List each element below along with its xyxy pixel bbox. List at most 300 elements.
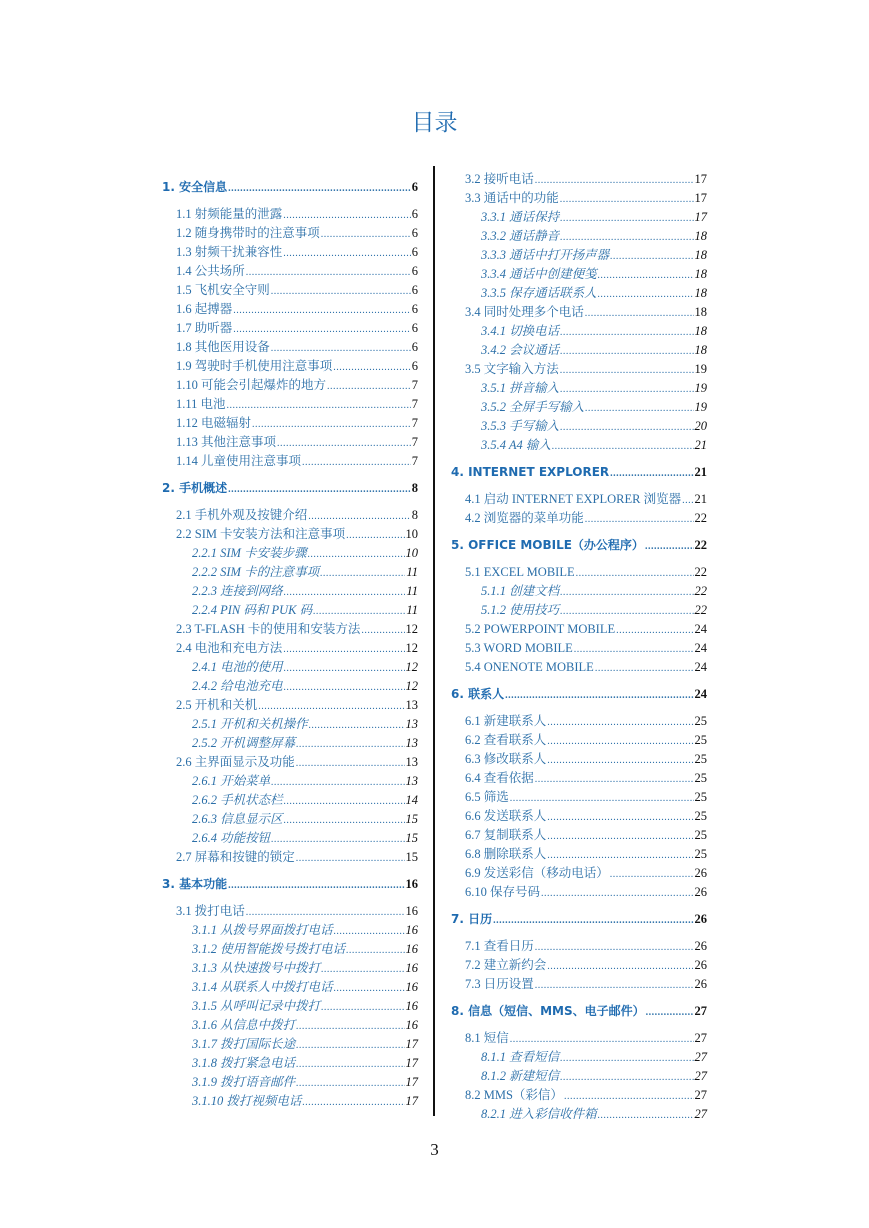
toc-entry-page: 24 [694, 687, 707, 701]
toc-entry[interactable] [192, 772, 418, 790]
toc-entry[interactable] [176, 414, 418, 432]
toc-leader-dots [610, 465, 693, 483]
toc-leader-dots [560, 191, 694, 209]
toc-entry-label: 2.7 屏幕和按键的锁定 [176, 850, 295, 864]
toc-entry[interactable] [176, 300, 418, 318]
toc-entry-page: 11 [406, 603, 418, 617]
toc-entry-page: 26 [694, 977, 707, 991]
toc-entry-label: 1.4 公共场所 [176, 264, 245, 278]
toc-entry[interactable] [192, 1073, 418, 1091]
toc-entry-label: 6.4 查看依据 [465, 771, 534, 785]
toc-entry-page: 27 [694, 1050, 707, 1064]
toc-entry-label: 8.1 短信 [465, 1031, 509, 1045]
toc-entry-label: 6.6 发送联系人 [465, 809, 547, 823]
toc-entry-page: 25 [694, 790, 707, 804]
toc-entry-label: 2.4.2 给电池充电 [192, 679, 283, 693]
toc-leader-dots [547, 958, 693, 976]
toc-entry-label: 1.8 其他医用设备 [176, 340, 270, 354]
toc-entry[interactable] [162, 875, 418, 893]
toc-entry[interactable] [176, 902, 418, 920]
toc-entry-page: 17 [694, 210, 707, 224]
toc-entry[interactable] [192, 921, 418, 939]
toc-entry[interactable] [192, 1016, 418, 1034]
toc-entry[interactable] [481, 208, 707, 226]
toc-entry[interactable] [481, 1067, 707, 1085]
toc-entry[interactable] [176, 753, 418, 771]
toc-entry-label: 1.1 射频能量的泄露 [176, 207, 283, 221]
toc-entry-label: 3.1.5 从呼叫记录中拨打 [192, 999, 321, 1013]
toc-entry-label: 2.2.3 连接到网络 [192, 584, 283, 598]
toc-leader-dots [284, 660, 405, 678]
toc-entry-page: 21 [694, 465, 707, 479]
toc-leader-dots [560, 584, 693, 602]
toc-entry[interactable] [481, 582, 707, 600]
toc-entry[interactable] [465, 658, 707, 676]
toc-entry-label: 2.6.3 信息显示区 [192, 812, 283, 826]
toc-entry-label: 8.2.1 进入彩信收件箱 [481, 1107, 597, 1121]
toc-entry[interactable] [465, 360, 707, 378]
toc-entry-label: 2.6.1 开始菜单 [192, 774, 271, 788]
toc-entry-label: 8.1.1 查看短信 [481, 1050, 560, 1064]
toc-entry[interactable] [192, 734, 418, 752]
toc-entry-label: 1.6 起搏器 [176, 302, 233, 316]
toc-entry-label: 2.6.4 功能按钮 [192, 831, 271, 845]
toc-leader-dots [284, 679, 405, 697]
toc-entry[interactable] [481, 417, 707, 435]
toc-entry[interactable] [465, 563, 707, 581]
toc-entry[interactable] [481, 1048, 707, 1066]
toc-entry-label: 2.2 SIM 卡安装方法和注意事项 [176, 527, 346, 541]
toc-leader-dots [547, 714, 693, 732]
toc-leader-dots [228, 877, 404, 895]
toc-leader-dots [576, 565, 694, 583]
toc-entry-label: 8. 信息（短信、MMS、电子邮件） [451, 1004, 645, 1018]
toc-entry[interactable] [481, 341, 707, 359]
toc-entry-page: 22 [694, 584, 707, 598]
toc-entry[interactable] [481, 227, 707, 245]
toc-entry[interactable] [451, 685, 707, 703]
toc-entry[interactable] [176, 357, 418, 375]
toc-entry[interactable] [176, 319, 418, 337]
toc-entry[interactable] [176, 376, 418, 394]
toc-entry-label: 1.10 可能会引起爆炸的地方 [176, 378, 327, 392]
toc-entry[interactable] [192, 940, 418, 958]
toc-entry-label: 7.1 查看日历 [465, 939, 534, 953]
toc-leader-dots [283, 641, 404, 659]
toc-entry[interactable] [176, 525, 418, 543]
toc-entry-page: 6 [411, 226, 418, 240]
toc-entry-page: 22 [694, 538, 707, 552]
toc-entry-label: 8.1.2 新建短信 [481, 1069, 560, 1083]
toc-entry[interactable] [481, 284, 707, 302]
toc-entry-label: 2.4 电池和充电方法 [176, 641, 283, 655]
toc-entry[interactable] [465, 1086, 707, 1104]
toc-leader-dots [560, 343, 693, 361]
toc-leader-dots [541, 885, 693, 903]
toc-leader-dots [535, 977, 694, 995]
toc-entry-label: 3.1.2 使用智能拨号拨打电话 [192, 942, 346, 956]
toc-entry-page: 19 [694, 400, 707, 414]
toc-entry-label: 5.4 ONENOTE MOBILE [465, 660, 594, 674]
toc-entry-page: 13 [405, 717, 418, 731]
toc-entry-label: 1.7 助听器 [176, 321, 233, 335]
toc-entry-label: 7.2 建立新约会 [465, 958, 547, 972]
toc-entry[interactable] [192, 658, 418, 676]
toc-entry-label: 2.5.2 开机调整屏幕 [192, 736, 296, 750]
toc-entry-page: 12 [405, 679, 418, 693]
toc-leader-dots [334, 980, 405, 998]
toc-entry[interactable] [176, 262, 418, 280]
toc-entry[interactable] [192, 715, 418, 733]
toc-leader-dots [309, 717, 405, 735]
toc-leader-dots [574, 641, 694, 659]
toc-leader-dots [321, 961, 404, 979]
toc-entry-page: 8 [411, 481, 418, 495]
toc-entry[interactable] [192, 563, 418, 581]
toc-leader-dots [598, 286, 694, 304]
toc-entry[interactable] [162, 178, 418, 196]
toc-entry[interactable] [465, 845, 707, 863]
toc-entry[interactable] [192, 791, 418, 809]
toc-entry[interactable] [465, 864, 707, 882]
toc-leader-dots [547, 847, 693, 865]
toc-entry[interactable] [465, 883, 707, 901]
toc-entry-label: 3.1.8 拨打紧急电话 [192, 1056, 296, 1070]
toc-leader-dots [283, 207, 410, 225]
toc-entry-label: 2.2.2 SIM 卡的注意事项 [192, 565, 320, 579]
toc-entry-label: 3.3.4 通话中创建便笺 [481, 267, 597, 281]
toc-entry-page: 27 [694, 1004, 707, 1018]
toc-entry-label: 3.1.1 从拨号界面拨打电话 [192, 923, 333, 937]
toc-entry-page: 11 [406, 565, 418, 579]
toc-entry-label: 5.1 EXCEL MOBILE [465, 565, 575, 579]
toc-entry-page: 13 [405, 736, 418, 750]
toc-leader-dots [333, 359, 410, 377]
toc-entry[interactable] [481, 322, 707, 340]
toc-entry-page: 26 [694, 939, 707, 953]
toc-entry-page: 25 [694, 752, 707, 766]
toc-entry[interactable] [176, 433, 418, 451]
toc-leader-dots [233, 321, 410, 339]
toc-entry-page: 6 [411, 245, 418, 259]
toc-entry-page: 26 [694, 866, 707, 880]
toc-entry-page: 17 [405, 1037, 418, 1051]
toc-entry[interactable] [176, 848, 418, 866]
toc-leader-dots [284, 812, 405, 830]
toc-entry[interactable] [465, 826, 707, 844]
page-title: 目录 [411, 110, 458, 136]
toc-entry[interactable] [465, 1029, 707, 1047]
toc-leader-dots [535, 771, 694, 789]
toc-leader-dots [535, 939, 694, 957]
toc-entry-label: 3.5.3 手写输入 [481, 419, 560, 433]
toc-entry[interactable] [176, 205, 418, 223]
toc-leader-dots [346, 942, 404, 960]
toc-leader-dots [547, 752, 693, 770]
toc-leader-dots [296, 1018, 404, 1036]
toc-leader-dots [361, 622, 404, 640]
toc-leader-dots [296, 850, 405, 868]
toc-entry-page: 7 [411, 378, 418, 392]
toc-entry-page: 7 [411, 416, 418, 430]
toc-entry[interactable] [481, 379, 707, 397]
toc-entry[interactable] [465, 620, 707, 638]
toc-entry[interactable] [481, 265, 707, 283]
toc-entry-label: 5. OFFICE MOBILE（办公程序） [451, 538, 644, 552]
toc-entry[interactable] [176, 395, 418, 413]
toc-entry[interactable] [176, 338, 418, 356]
toc-entry[interactable] [451, 463, 707, 481]
toc-entry[interactable] [192, 1054, 418, 1072]
toc-entry-label: 2.2.4 PIN 码和 PUK 码 [192, 603, 313, 617]
toc-entry-page: 8 [411, 508, 418, 522]
toc-entry-page: 25 [694, 847, 707, 861]
toc-entry-page: 17 [694, 172, 707, 186]
toc-entry[interactable] [481, 246, 707, 264]
toc-entry-page: 7 [411, 397, 418, 411]
toc-entry[interactable] [465, 490, 707, 508]
toc-leader-dots [246, 264, 411, 282]
toc-entry-page: 6 [411, 180, 418, 194]
toc-entry-page: 26 [694, 885, 707, 899]
toc-leader-dots [585, 400, 693, 418]
toc-entry-label: 3.4.2 会议通话 [481, 343, 560, 357]
toc-entry-page: 7 [411, 435, 418, 449]
toc-entry-page: 15 [405, 812, 418, 826]
toc-entry[interactable] [465, 712, 707, 730]
toc-entry[interactable] [465, 509, 707, 527]
toc-entry[interactable] [192, 1092, 418, 1110]
toc-entry-page: 6 [411, 321, 418, 335]
toc-entry[interactable] [176, 224, 418, 242]
toc-entry[interactable] [176, 506, 418, 524]
toc-entry-page: 24 [694, 641, 707, 655]
toc-entry-label: 6.10 保存号码 [465, 885, 541, 899]
column-divider [433, 166, 435, 1116]
toc-entry-label: 3. 基本功能 [162, 877, 228, 891]
toc-entry-label: 3.1.4 从联系人中拨打电话 [192, 980, 333, 994]
toc-entry-label: 3.1.9 拨打语音邮件 [192, 1075, 296, 1089]
toc-entry[interactable] [192, 959, 418, 977]
toc-entry[interactable] [465, 750, 707, 768]
toc-entry-label: 3.3.3 通话中打开扬声器 [481, 248, 610, 262]
toc-entry-page: 16 [405, 923, 418, 937]
toc-entry-label: 3.2 接听电话 [465, 172, 534, 186]
toc-entry[interactable] [192, 601, 418, 619]
toc-entry-page: 17 [405, 1094, 418, 1108]
toc-entry[interactable] [176, 696, 418, 714]
toc-entry-label: 3.1 拨打电话 [176, 904, 245, 918]
toc-entry[interactable] [465, 769, 707, 787]
toc-leader-dots [246, 904, 405, 922]
toc-entry-label: 4.2 浏览器的菜单功能 [465, 511, 584, 525]
toc-entry-label: 3.3 通话中的功能 [465, 191, 559, 205]
toc-entry-label: 3.5 文字输入方法 [465, 362, 559, 376]
toc-entry[interactable] [192, 582, 418, 600]
toc-entry-page: 16 [405, 999, 418, 1013]
toc-leader-dots [321, 999, 404, 1017]
toc-leader-dots [510, 1031, 694, 1049]
toc-entry-label: 2.6.2 手机状态栏 [192, 793, 283, 807]
toc-entry[interactable] [465, 170, 707, 188]
toc-entry[interactable] [465, 937, 707, 955]
toc-entry[interactable] [176, 243, 418, 261]
toc-entry-label: 5.1.2 使用技巧 [481, 603, 560, 617]
toc-entry-label: 2. 手机概述 [162, 481, 228, 495]
toc-entry-page: 19 [694, 362, 707, 376]
toc-entry[interactable] [176, 639, 418, 657]
toc-entry-label: 6. 联系人 [451, 687, 505, 701]
toc-entry-label: 5.3 WORD MOBILE [465, 641, 573, 655]
toc-entry-page: 6 [411, 302, 418, 316]
toc-entry[interactable] [192, 544, 418, 562]
toc-entry-label: 5.1.1 创建文档 [481, 584, 560, 598]
toc-leader-dots [302, 454, 411, 472]
toc-entry[interactable] [465, 975, 707, 993]
toc-entry-label: 7. 日历 [451, 912, 493, 926]
toc-entry-page: 25 [694, 809, 707, 823]
toc-leader-dots [308, 546, 405, 564]
toc-entry-page: 13 [405, 698, 418, 712]
toc-leader-dots [598, 1107, 694, 1125]
toc-leader-dots [271, 831, 404, 849]
page-number: 3 [430, 1140, 439, 1159]
toc-entry[interactable] [465, 956, 707, 974]
toc-leader-dots [560, 362, 694, 380]
toc-leader-dots [595, 660, 694, 678]
toc-entry-page: 6 [411, 283, 418, 297]
toc-leader-dots [296, 1037, 404, 1055]
toc-entry-page: 20 [694, 419, 707, 433]
toc-leader-dots [334, 923, 405, 941]
toc-entry-page: 16 [405, 1018, 418, 1032]
toc-entry-page: 10 [405, 546, 418, 560]
toc-leader-dots [296, 1075, 404, 1093]
toc-entry[interactable] [481, 1105, 707, 1123]
toc-leader-dots [564, 1088, 694, 1106]
toc-entry-page: 6 [411, 359, 418, 373]
toc-leader-dots [547, 733, 693, 751]
toc-entry[interactable] [451, 910, 707, 928]
toc-entry-label: 3.5.2 全屏手写输入 [481, 400, 585, 414]
toc-entry-page: 16 [405, 980, 418, 994]
toc-entry-page: 18 [694, 267, 707, 281]
toc-leader-dots [552, 438, 694, 456]
toc-leader-dots [646, 1004, 694, 1022]
toc-entry[interactable] [192, 1035, 418, 1053]
toc-entry-page: 16 [405, 904, 418, 918]
toc-entry[interactable] [192, 997, 418, 1015]
toc-entry-page: 6 [411, 340, 418, 354]
toc-entry[interactable] [465, 189, 707, 207]
toc-entry-page: 16 [405, 877, 418, 891]
toc-leader-dots [233, 302, 410, 320]
toc-entry-label: 5.2 POWERPOINT MOBILE [465, 622, 616, 636]
toc-leader-dots [560, 1050, 693, 1068]
toc-leader-dots [302, 1094, 404, 1112]
toc-entry-label: 3.3.1 通话保持 [481, 210, 560, 224]
toc-entry-page: 16 [405, 961, 418, 975]
toc-entry[interactable] [451, 1002, 707, 1020]
toc-entry-page: 25 [694, 733, 707, 747]
toc-leader-dots [283, 245, 410, 263]
toc-leader-dots [296, 1056, 404, 1074]
toc-leader-dots [252, 416, 411, 434]
toc-entry-page: 16 [405, 942, 418, 956]
toc-entry[interactable] [176, 281, 418, 299]
toc-entry[interactable] [481, 436, 707, 454]
toc-entry-label: 6.1 新建联系人 [465, 714, 547, 728]
toc-entry-page: 22 [694, 603, 707, 617]
toc-entry-label: 3.5.4 A4 输入 [481, 438, 551, 452]
toc-entry[interactable] [465, 807, 707, 825]
toc-entry-label: 1.5 飞机安全守则 [176, 283, 270, 297]
toc-entry-label: 1.12 电磁辐射 [176, 416, 252, 430]
toc-entry-label: 2.6 主界面显示及功能 [176, 755, 295, 769]
toc-entry[interactable] [162, 479, 418, 497]
toc-leader-dots [228, 180, 411, 198]
toc-leader-dots [547, 809, 693, 827]
toc-entry-page: 13 [405, 774, 418, 788]
toc-leader-dots [560, 1069, 693, 1087]
toc-entry[interactable] [481, 601, 707, 619]
toc-entry-label: 3.4 同时处理多个电话 [465, 305, 584, 319]
toc-entry[interactable] [192, 978, 418, 996]
toc-entry[interactable] [176, 620, 418, 638]
toc-leader-dots [585, 305, 694, 323]
toc-entry[interactable] [465, 731, 707, 749]
toc-entry[interactable] [192, 677, 418, 695]
toc-leader-dots [313, 603, 405, 621]
toc-entry[interactable] [465, 639, 707, 657]
toc-entry-label: 8.2 MMS（彩信） [465, 1088, 563, 1102]
toc-entry-page: 24 [694, 660, 707, 674]
toc-leader-dots [560, 324, 693, 342]
toc-entry-label: 4. INTERNET EXPLORER [451, 465, 610, 479]
toc-entry[interactable] [481, 398, 707, 416]
toc-entry[interactable] [451, 536, 707, 554]
toc-leader-dots [547, 828, 693, 846]
toc-leader-dots [271, 774, 404, 792]
toc-entry[interactable] [176, 452, 418, 470]
toc-leader-dots [320, 565, 405, 583]
toc-entry-page: 27 [694, 1031, 707, 1045]
toc-entry-label: 1.2 随身携带时的注意事项 [176, 226, 320, 240]
toc-entry[interactable] [192, 829, 418, 847]
toc-leader-dots [493, 912, 693, 930]
toc-entry-page: 22 [694, 565, 707, 579]
toc-entry[interactable] [465, 788, 707, 806]
toc-entry-label: 2.5 开机和关机 [176, 698, 258, 712]
toc-entry-page: 18 [694, 343, 707, 357]
toc-entry-page: 18 [694, 305, 707, 319]
toc-leader-dots [535, 172, 694, 190]
toc-leader-dots [510, 790, 694, 808]
toc-leader-dots [560, 419, 693, 437]
toc-leader-dots [610, 248, 693, 266]
toc-entry-label: 1.13 其他注意事项 [176, 435, 277, 449]
toc-entry-page: 15 [405, 850, 418, 864]
toc-entry-label: 6.2 查看联系人 [465, 733, 547, 747]
toc-entry[interactable] [465, 303, 707, 321]
toc-leader-dots [505, 687, 693, 705]
toc-leader-dots [598, 267, 694, 285]
toc-leader-dots [560, 210, 693, 228]
toc-leader-dots [308, 508, 410, 526]
toc-leader-dots [296, 755, 405, 773]
toc-entry-label: 6.7 复制联系人 [465, 828, 547, 842]
toc-entry[interactable] [192, 810, 418, 828]
